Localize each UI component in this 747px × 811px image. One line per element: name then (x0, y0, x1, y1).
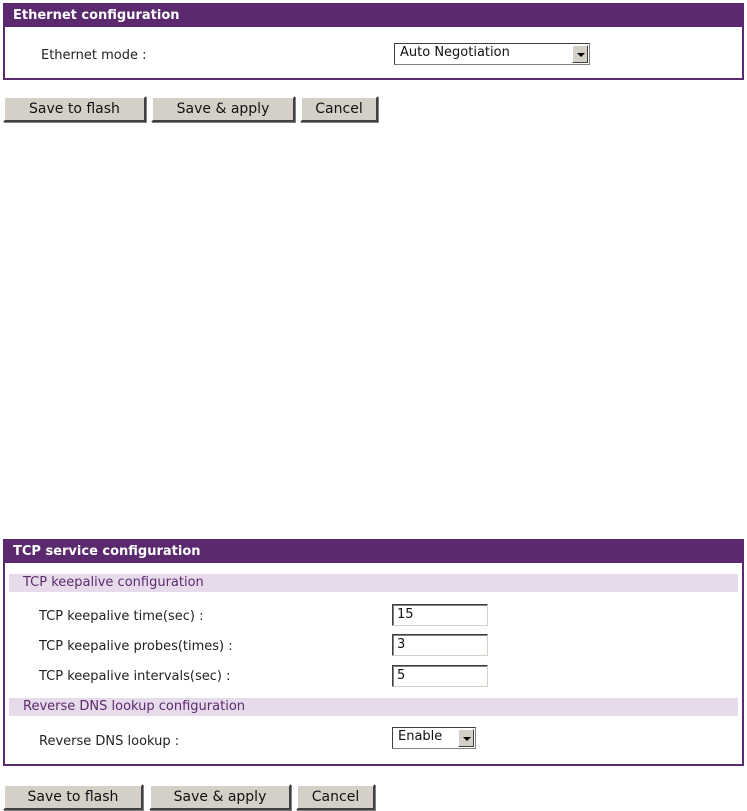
reverse-dns-section-header: Reverse DNS lookup configuration (9, 698, 738, 716)
cancel-button[interactable]: Cancel (300, 96, 378, 122)
keepalive-intervals-input[interactable] (392, 665, 488, 687)
reverse-dns-label: Reverse DNS lookup : (39, 734, 180, 749)
save-to-flash-button-bottom[interactable]: Save to flash (3, 784, 143, 810)
ethernet-config-panel (3, 3, 744, 80)
ethernet-mode-select[interactable] (394, 43, 590, 65)
tcp-keepalive-section-header: TCP keepalive configuration (9, 574, 738, 592)
keepalive-probes-label: TCP keepalive probes(times) : (39, 639, 233, 654)
reverse-dns-select[interactable] (392, 727, 476, 749)
save-and-apply-button[interactable]: Save & apply (151, 96, 295, 122)
keepalive-time-value: 15 (397, 607, 414, 622)
tcp-service-config-title: TCP service configuration (5, 541, 742, 563)
keepalive-intervals-value: 5 (397, 668, 406, 683)
reverse-dns-value: Enable (398, 729, 443, 744)
ethernet-config-title: Ethernet configuration (5, 5, 742, 27)
keepalive-time-input[interactable] (392, 604, 488, 626)
ethernet-mode-value: Auto Negotiation (400, 45, 510, 60)
ethernet-mode-label: Ethernet mode : (41, 48, 147, 63)
chevron-down-icon[interactable] (572, 45, 588, 63)
tcp-service-config-panel (3, 539, 744, 766)
cancel-button-bottom[interactable]: Cancel (296, 784, 375, 810)
keepalive-intervals-label: TCP keepalive intervals(sec) : (39, 669, 231, 684)
save-to-flash-button[interactable]: Save to flash (3, 96, 146, 122)
keepalive-probes-value: 3 (397, 637, 406, 652)
keepalive-probes-input[interactable] (392, 634, 488, 656)
keepalive-time-label: TCP keepalive time(sec) : (39, 609, 204, 624)
chevron-down-icon[interactable] (458, 729, 474, 747)
save-and-apply-button-bottom[interactable]: Save & apply (149, 784, 291, 810)
